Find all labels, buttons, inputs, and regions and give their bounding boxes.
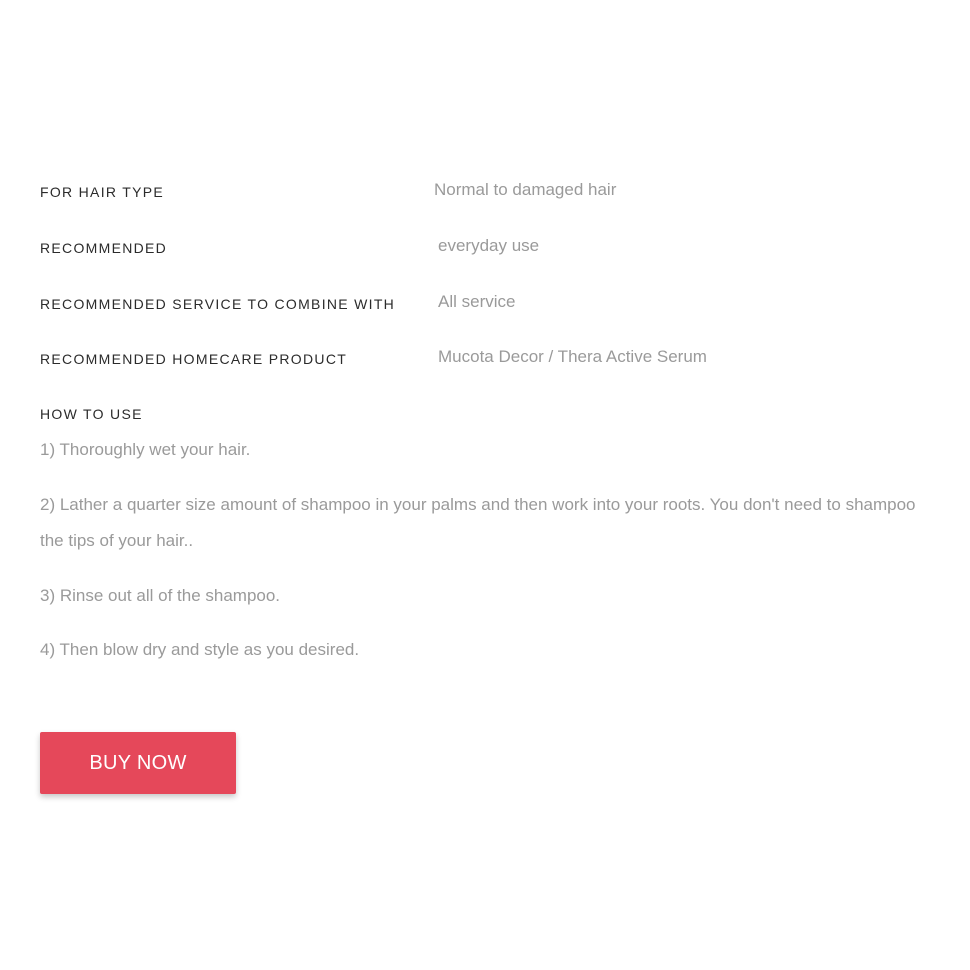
spec-row-recommended xyxy=(40,236,920,260)
spec-label-homecare: RECOMMENDED HOMECARE PRODUCT xyxy=(40,351,348,367)
spec-label-recommended: RECOMMENDED xyxy=(40,240,168,256)
how-to-use-step: 2) Lather a quarter size amount of shampoo in your palms and then work into your roots. You don't need to shampoo the tips of your hair.. xyxy=(40,495,916,550)
how-to-use-step: 1) Thoroughly wet your hair. xyxy=(40,440,251,459)
spec-value-service: All service xyxy=(438,292,516,311)
spec-row-homecare xyxy=(40,347,920,371)
spec-value-homecare: Mucota Decor / Thera Active Serum xyxy=(438,347,707,366)
buy-now-button[interactable]: BUY NOW xyxy=(40,732,236,794)
spec-label-hair-type: FOR HAIR TYPE xyxy=(40,184,164,200)
spec-value-recommended: everyday use xyxy=(438,236,540,255)
spec-row-hair-type xyxy=(40,180,920,204)
spec-value-hair-type: Normal to damaged hair xyxy=(434,180,617,199)
spec-label-service: RECOMMENDED SERVICE TO COMBINE WITH xyxy=(40,296,396,312)
how-to-use-heading: HOW TO USE xyxy=(40,406,143,422)
how-to-use-step: 4) Then blow dry and style as you desired. xyxy=(40,640,360,659)
spec-row-service xyxy=(40,292,920,316)
how-to-use-step: 3) Rinse out all of the shampoo. xyxy=(40,586,281,605)
